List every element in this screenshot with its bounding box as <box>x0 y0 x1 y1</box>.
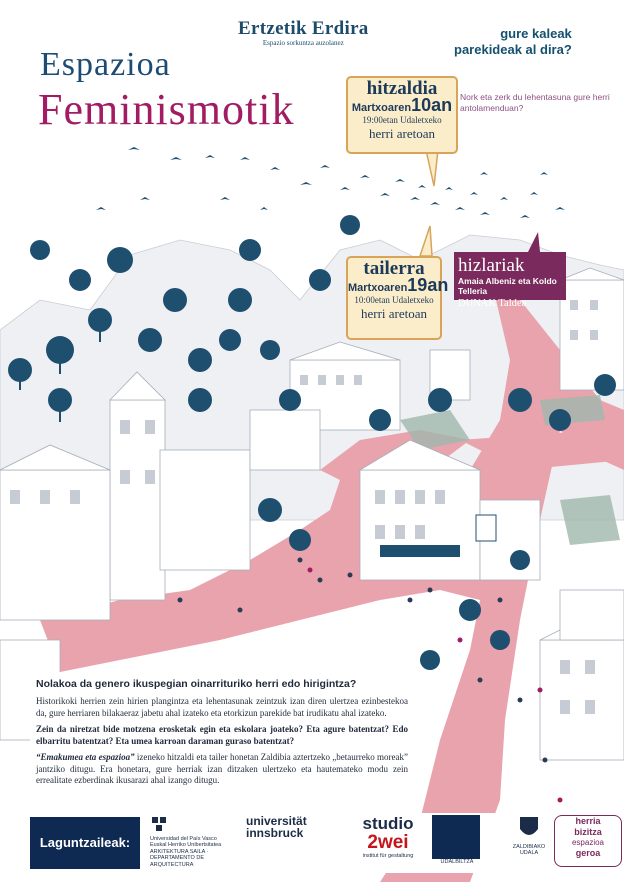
ertzetik-erdira-logo <box>238 18 369 47</box>
upv-ehu-logo <box>150 815 240 871</box>
studio2wei-logo <box>352 815 424 871</box>
talk-date <box>348 95 456 115</box>
logo-subtitle: Espazio sorkuntza auzolanez <box>262 39 344 47</box>
studio-number: 2wei <box>367 832 409 853</box>
workshop-bubble <box>346 256 449 340</box>
speakers-names: Amaia Albeniz eta Koldo Telleria <box>458 276 557 296</box>
description-paragraph-1: Historikoki herrien zein hirien plangintza eta lehentasunak zeintzuk izan diren ulertzea ezinbestekoa da, gure herriaren bilakaeraz jabetu ahal izateko eta etorkizun parekide bat irudikatu ahal izateko. <box>36 696 408 718</box>
talk-place: herri aretoan <box>368 126 436 141</box>
title-line-1: Espazioa <box>40 46 171 83</box>
zaldibia-name: ZALDIBIAKO UDALA <box>512 843 546 856</box>
speakers-heading: hizlariak <box>458 255 525 276</box>
workshop-date <box>348 275 449 295</box>
tagline-line-2: parekideak al dira? <box>454 42 572 57</box>
talk-time: 19:00etan Udaletxeko <box>362 115 442 125</box>
speakers-box <box>454 252 566 309</box>
studio-word: studio <box>362 814 414 833</box>
sponsors-footer <box>30 813 624 873</box>
tagline <box>454 26 572 58</box>
workshop-place: herri aretoan <box>360 306 428 321</box>
hbeg-word-3: espazioa <box>571 838 605 847</box>
speakers-org: DUNAK Taldea <box>458 298 527 309</box>
description-box <box>30 672 418 798</box>
udalbiltza-name: UDALBILTZA <box>440 859 474 865</box>
tagline-line-1: gure kaleak <box>500 26 572 41</box>
hbeg-word-2: bizitza <box>574 827 602 837</box>
description-question: Nolakoa da genero ikuspegian oinarrituriko herri edo hirigintza? <box>36 678 357 690</box>
innsbruck-word-1: universität <box>246 814 307 828</box>
workshop-heading: tailerra <box>363 258 425 279</box>
innsbruck-word-2: innsbruck <box>246 826 304 840</box>
description-paragraph-3 <box>36 752 408 787</box>
workshop-date-prefix: Martxoaren <box>348 282 408 294</box>
sponsors-label: Laguntzaileak: <box>30 817 140 869</box>
hbeg-word-4: geroa <box>575 848 601 858</box>
description-emphasis: “Emakumea eta espazioa” <box>36 752 135 762</box>
talk-heading: hitzaldia <box>366 78 438 99</box>
workshop-time: 10:00etan Udaletxeko <box>354 295 434 305</box>
upv-tree-icon <box>150 815 170 833</box>
hbeg-word-1: herria <box>575 816 601 826</box>
title-line-2: Feminismotik <box>38 85 295 134</box>
priority-question: Nork eta zerk du lehentasuna gure herri antolamenduan? <box>460 92 610 113</box>
talk-bubble <box>346 76 458 154</box>
studio-subtitle: institut für gestaltung <box>362 853 414 859</box>
talk-date-num: 10an <box>411 95 453 115</box>
zaldibia-logo <box>506 815 552 871</box>
description-paragraph-2: Zein da niretzat bide motzena erosketak egin eta eskolara joateko? Eta agure batentzat? Edo elbarritu batentzat? Eta umea karroan daraman guraso batentzat? <box>36 724 408 746</box>
upv-line-3: ARKITEKTURA SAILA · DEPARTAMENTO DE ARQUITECTURA <box>150 848 209 868</box>
workshop-date-num: 19an <box>407 275 449 295</box>
description-paragraph-3-text: izeneko hitzaldi eta tailer honetan Zaldibia aztertzeko „betaurreko moreak” jantziko ditugu. Era honetara, gure herriak izan ditzaken ulertzeko eta hautemateko modu zein errealitate ezberdinak ikusarazi ahal izango ditugu. <box>36 752 409 785</box>
upv-line-1: Universidad del País Vasco <box>150 835 217 842</box>
logo-name: Ertzetik Erdira <box>238 18 369 39</box>
herria-bizitza-logo <box>554 815 622 867</box>
udalbiltza-emblem-icon <box>432 815 480 859</box>
udalbiltza-logo <box>432 815 482 871</box>
upv-line-2: Euskal Herriko Unibertsitatea <box>150 842 222 848</box>
talk-date-prefix: Martxoaren <box>351 102 412 114</box>
zaldibia-shield-icon <box>518 815 540 841</box>
innsbruck-logo <box>246 815 346 871</box>
